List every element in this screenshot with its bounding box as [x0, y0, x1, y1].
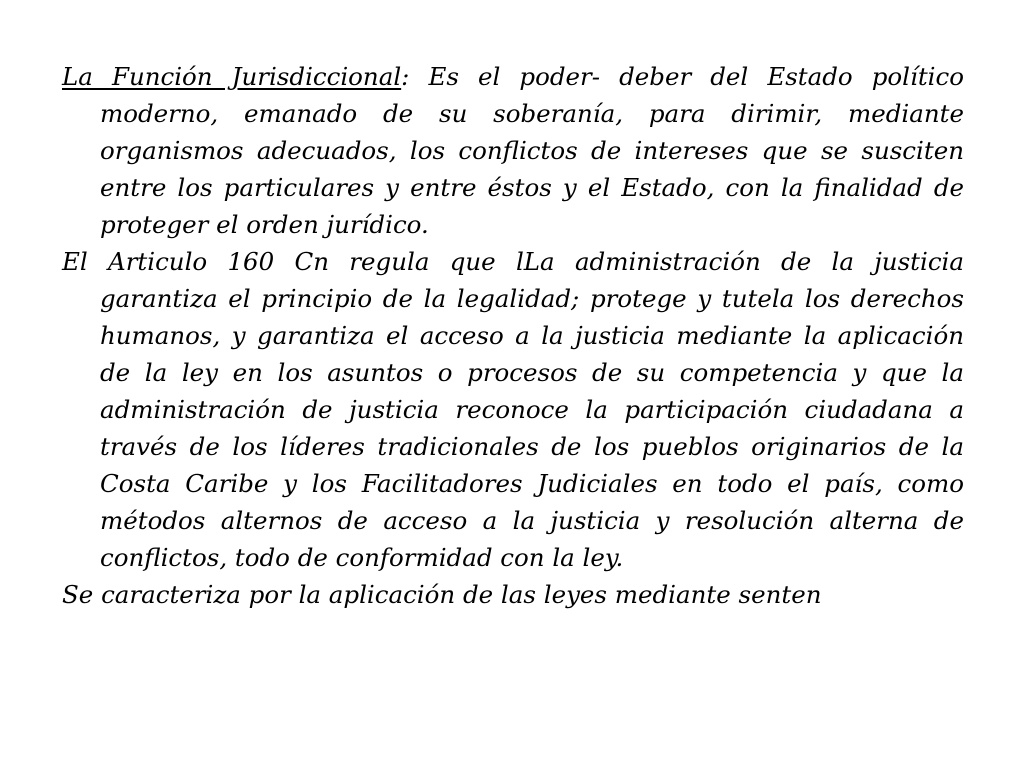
paragraph-article-160: El Articulo 160 Cn regula que lLa administración de la justicia garantiza el principio de la legalidad; protege y tutela los derechos humanos, y garantiza el acceso a la justicia mediante la aplicación de la ley en los asuntos o procesos de su competencia y que la administración de justicia reconoce la participación ciudadana a través de los líderes tradicionales de los pueblos originarios de la Costa Caribe y los Facilitadores Judiciales en todo el país, como métodos alternos de acceso a la justicia y resolución alterna de conflictos, todo de conformidad con la ley.: [62, 247, 964, 572]
paragraph-definition: [62, 58, 964, 243]
slide-body: [62, 58, 964, 613]
defined-term: La Función Jurisdiccional: [62, 62, 402, 91]
definition-text: : Es el poder- deber del Estado político moderno, emanado de su soberanía, para dirimir, mediante organismos adecuados, los conflictos de intereses que se susciten entre los particulares y entre éstos y el Estado, con la finalidad de proteger el orden jurídico.: [100, 62, 964, 239]
paragraph-characteristics: Se caracteriza por la aplicación de las leyes mediante senten: [62, 580, 822, 609]
